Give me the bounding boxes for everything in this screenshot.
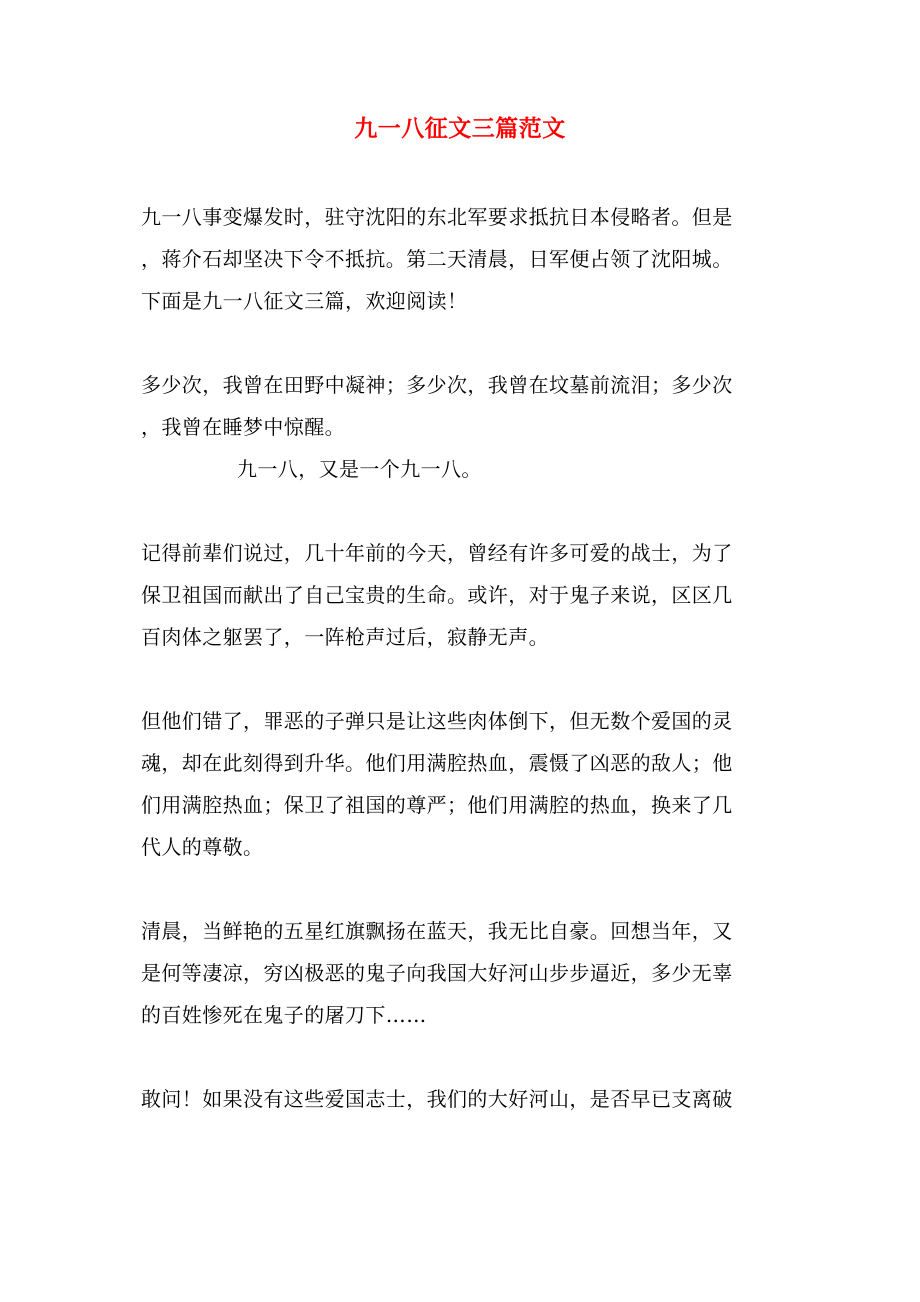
text-line: 是何等凄凉，穷凶极恶的鬼子向我国大好河山步步逼近，多少无辜 [141, 961, 733, 985]
text-line: 但他们错了，罪恶的子弹只是让这些肉体倒下，但无数个爱国的灵 [141, 709, 733, 733]
text-line: 下面是九一八征文三篇，欢迎阅读！ [141, 289, 468, 313]
text-line: ，蒋介石却坚决下令不抵抗。第二天清晨，日军便占领了沈阳城。 [141, 247, 733, 271]
indented-line: 九一八，又是一个九一八。 [237, 457, 482, 481]
text-line: 保卫祖国而献出了自己宝贵的生命。或许，对于鬼子来说，区区几 [141, 583, 733, 607]
text-line: 敢问！如果没有这些爱国志士，我们的大好河山，是否早已支离破 [141, 1087, 733, 1111]
text-line: 百肉体之躯罢了，一阵枪声过后，寂静无声。 [141, 625, 549, 649]
text-line: 代人的尊敬。 [141, 835, 264, 859]
document-title: 九一八征文三篇范文 [354, 115, 566, 142]
text-line: 魂，却在此刻得到升华。他们用满腔热血，震慑了凶恶的敌人；他 [141, 751, 733, 775]
text-line: 们用满腔热血；保卫了祖国的尊严；他们用满腔的热血，换来了几 [141, 793, 733, 817]
text-line: 九一八事变爆发时，驻守沈阳的东北军要求抵抗日本侵略者。但是 [141, 205, 733, 229]
text-line: 清晨，当鲜艳的五星红旗飘扬在蓝天，我无比自豪。回想当年，又 [141, 919, 733, 943]
text-line: 记得前辈们说过，几十年前的今天，曾经有许多可爱的战士，为了 [141, 541, 733, 565]
text-line: 多少次，我曾在田野中凝神；多少次，我曾在坟墓前流泪；多少次 [141, 373, 733, 397]
text-line: 的百姓惨死在鬼子的屠刀下…… [141, 1003, 427, 1027]
text-line: ，我曾在睡梦中惊醒。 [141, 415, 345, 439]
